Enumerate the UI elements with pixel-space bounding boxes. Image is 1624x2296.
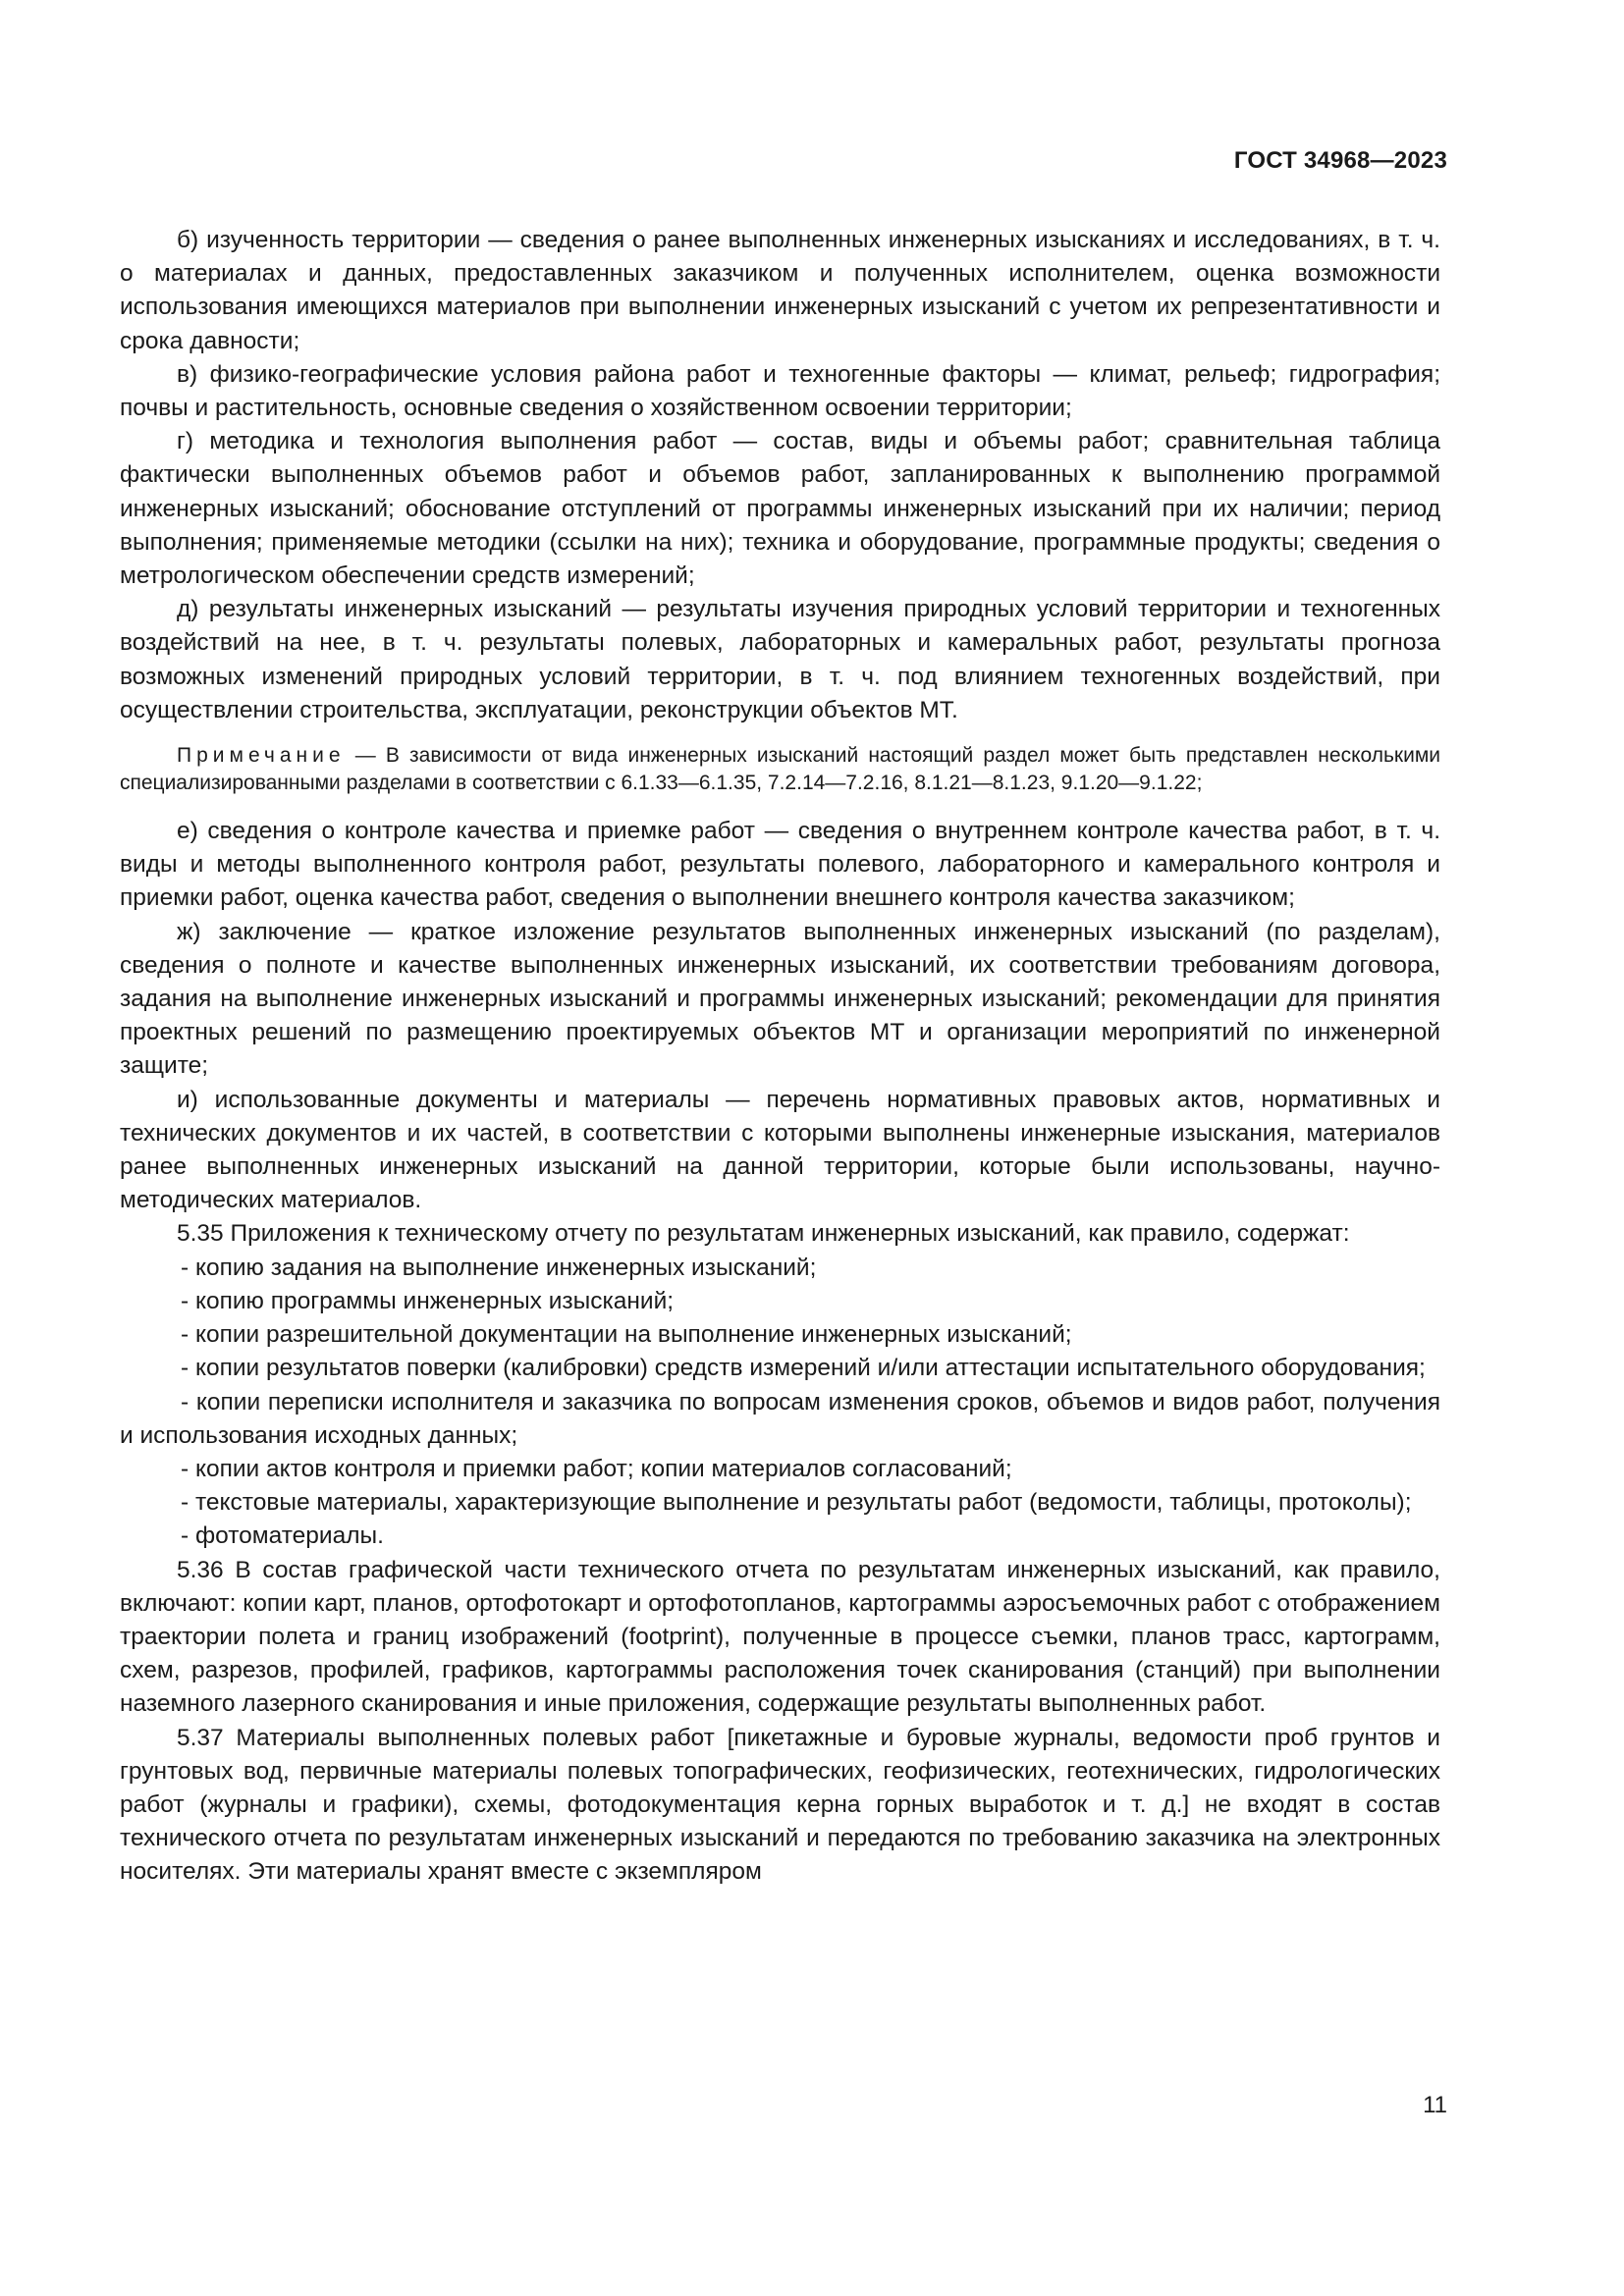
list-item: - копии переписки исполнителя и заказчика по вопросам изменения сроков, объемов и видов работ, получения и использования исходных данных;: [120, 1388, 1440, 1449]
paragraph-e: е) сведения о контроле качества и приемке работ — сведения о внутреннем контроле качества работ, в т. ч. виды и методы выполненного контроля работ, результаты полевого, лабораторного и камерального контроля и приемки работ, оценка качества работ, сведения о выполнении внешнего контроля качества заказчиком;: [120, 818, 1440, 912]
paragraph-g: г) методика и технология выполнения работ — состав, виды и объемы работ; сравнительная таблица фактически выполненных объемов работ и объемов работ, запланированных к выполнению программой инженерных изысканий; обоснование отступлений от программы инженерных изысканий при их наличии; период выполнения; применяемые методики (ссылки на них); техника и оборудование, программные продукты; сведения о метрологическом обеспечении средств измерений;: [120, 428, 1440, 590]
paragraph-5-35: 5.35 Приложения к техническому отчету по результатам инженерных изысканий, как правило, содержат:: [177, 1220, 1350, 1248]
page-body: [120, 224, 1440, 1890]
paragraph-5-37: 5.37 Материалы выполненных полевых работ [пикетажные и буровые журналы, ведомости проб грунтов и грунтовых вод, первичные материалы полевых топографических, геофизических, геотехнических, гидрологических работ (журналы и графики), схемы, фотодокументация керна горных выработок и т. д.] не входят в состав технического отчета по результатам инженерных изысканий и передаются по требованию заказчика на электронных носителях. Эти материалы хранят вместе с экземпляром: [120, 1724, 1440, 1886]
list-item: - копии разрешительной документации на выполнение инженерных изысканий;: [181, 1321, 1072, 1349]
list-item: - текстовые материалы, характеризующие выполнение и результаты работ (ведомости, таблицы, протоколы);: [181, 1489, 1412, 1517]
paragraph-d: д) результаты инженерных изысканий — результаты изучения природных условий территории и техногенных воздействий на нее, в т. ч. результаты полевых, лабораторных и камеральных работ, результаты прогноза возможных изменений природных условий территории, в т. ч. под влиянием техногенных воздействий, при осуществлении строительства, эксплуатации, реконструкции объектов МТ.: [120, 596, 1440, 723]
list-item: - копии результатов поверки (калибровки) средств измерений и/или аттестации испытательного оборудования;: [181, 1355, 1426, 1382]
note-text: — В зависимости от вида инженерных изысканий настоящий раздел может быть представлен несколькими специализированными разделами в соответствии с 6.1.33—6.1.35, 7.2.14—7.2.16, 8.1.21—8.1.23, 9.1.20—9.1.22;: [120, 744, 1440, 795]
paragraph-5-36: 5.36 В состав графической части технического отчета по результатам инженерных изысканий, как правило, включают: копии карт, планов, ортофотокарт и ортофотопланов, картограммы аэросъемочных работ с отображением траектории полета и границ изображений (footprint), полученные в процессе съемки, планов трасс, картограмм, схем, разрезов, профилей, графиков, картограммы расположения точек сканирования (станций) при выполнении наземного лазерного сканирования и иные приложения, содержащие результаты выполненных работ.: [120, 1556, 1440, 1718]
note-label: Примечание: [177, 744, 346, 768]
list-item: - копии актов контроля и приемки работ; копии материалов согласований;: [181, 1455, 1012, 1482]
page-number: 11: [1423, 2092, 1447, 2118]
list-item: - фотоматериалы.: [181, 1522, 384, 1550]
list-item: - копию программы инженерных изысканий;: [181, 1287, 675, 1314]
note: [120, 742, 1440, 797]
paragraph-b: б) изученность территории — сведения о ранее выполненных инженерных изысканиях и исследованиях, в т. ч. о материалах и данных, предоставленных заказчиком и полученных исполнителем, оценка возможности использования имеющихся материалов при выполнении инженерных изысканий с учетом их репрезентативности и срока давности;: [120, 227, 1440, 354]
paragraph-v: в) физико-географические условия района работ и техногенные факторы — климат, рельеф; гидрография; почвы и растительность, основные сведения о хозяйственном освоении территории;: [120, 360, 1440, 422]
document-header: ГОСТ 34968—2023: [1233, 147, 1447, 174]
paragraph-zh: ж) заключение — краткое изложение результатов выполненных инженерных изысканий (по разделам), сведения о полноте и качестве выполненных инженерных изысканий, их соответствии требованиям договора, задания на выполнение инженерных изысканий и программы инженерных изысканий; рекомендации для принятия проектных решений по размещению проектируемых объектов МТ и организации мероприятий по инженерной защите;: [120, 918, 1440, 1080]
paragraph-i: и) использованные документы и материалы — перечень нормативных правовых актов, нормативных и технических документов и их частей, в соответствии с которыми выполнены инженерные изыскания, материалов ранее выполненных инженерных изысканий на данной территории, которые были использованы, научно-методических материалов.: [120, 1086, 1440, 1214]
list-item: - копию задания на выполнение инженерных изысканий;: [181, 1254, 817, 1281]
